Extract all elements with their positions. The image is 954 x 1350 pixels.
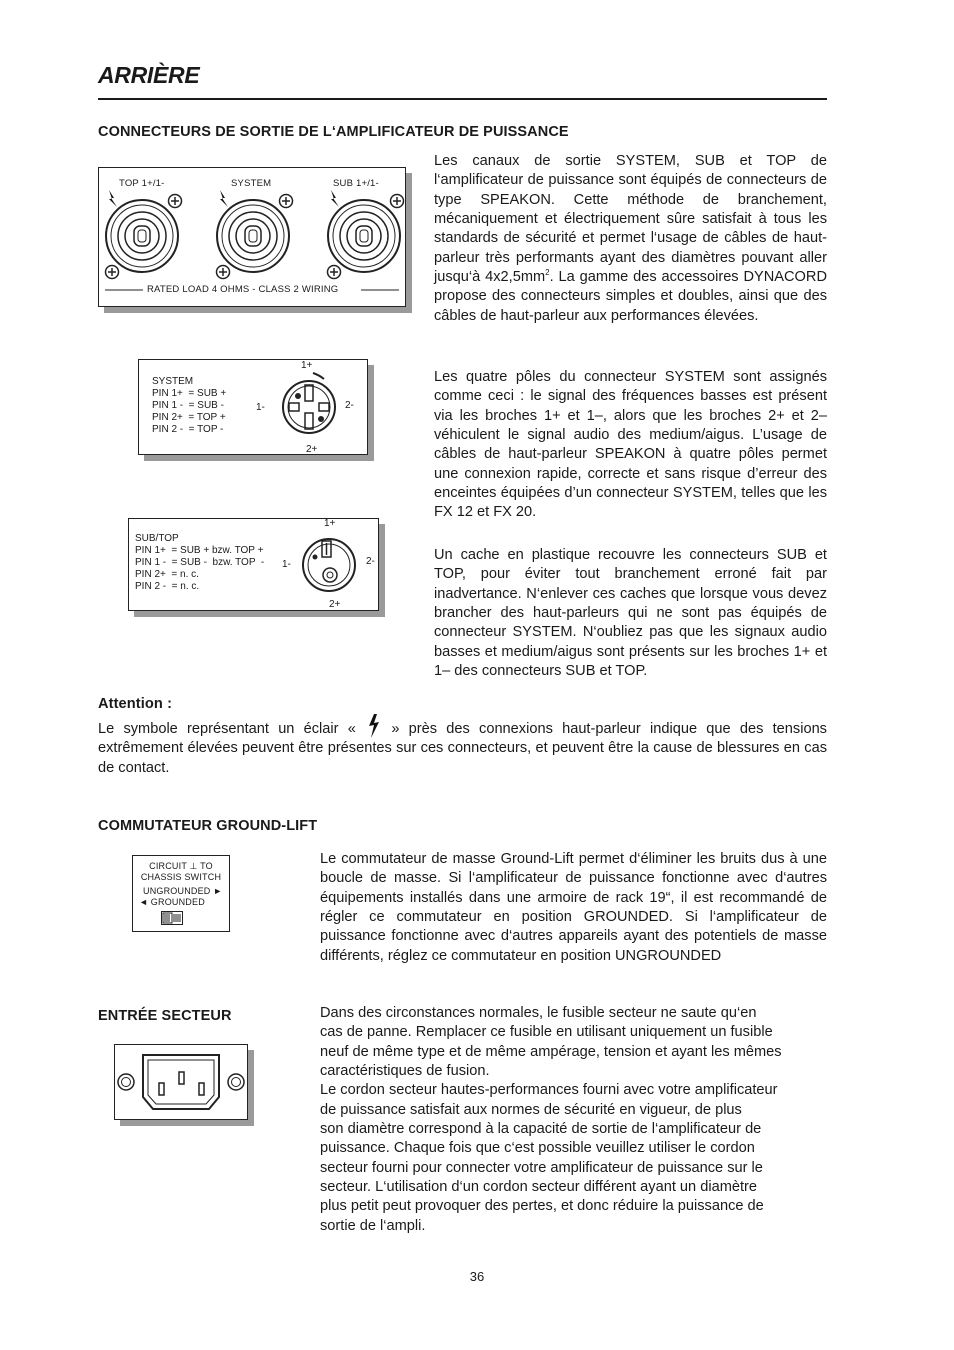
mains-heading: ENTRÉE SECTEUR [98,1008,232,1024]
subtop-diagram-title: SUB/TOP [135,533,179,544]
subtop-pin-1plus: PIN 1+ = SUB + bzw. TOP + [135,545,264,556]
lightning-bolt-icon [220,190,228,207]
connector-label-top: TOP 1+/1- [119,178,165,189]
attention-text-before: Le symbole représentant un éclair « [98,721,366,737]
iec-inlet-icon [115,1045,247,1119]
attention-heading: Attention : [98,696,173,712]
mains-inlet-panel [114,1044,248,1120]
subtop-pin-1minus: PIN 1 - = SUB - bzw. TOP - [135,557,265,568]
system-pole-top: 1+ [301,360,313,371]
system-pole-left: 1- [256,402,265,413]
subtop-pole-right: 2- [366,556,375,567]
system-pin-2minus: PIN 2 - = TOP - [152,424,224,435]
subtop-pole-bottom: 2+ [329,599,341,610]
connector-panel [98,167,406,307]
mains-line: son diamètre correspond à la capacité de sortie de l‘amplificateur de [320,1121,762,1138]
mains-line: secteur. L‘utilisation d‘un cordon secteur différent ayant un diamètre [320,1179,757,1196]
subtop-pin-diagram [128,518,379,611]
switch-label-grounded: ◄ GROUNDED [139,897,205,907]
mains-line: puissance. Chaque fois que c‘est possible veuillez utiliser le cordon [320,1140,755,1157]
speakon-connector-icon [106,190,182,279]
system-diagram-title: SYSTEM [152,376,194,387]
subtop-pin-2minus: PIN 2 - = n. c. [135,581,200,592]
lightning-bolt-icon [109,190,117,207]
outputs-paragraph-1 [434,152,827,326]
switch-label-line1: CIRCUIT ⊥ TO [149,861,213,871]
switch-label-line2: CHASSIS SWITCH [140,872,222,882]
mains-line: Dans des circonstances normales, le fusible secteur ne saute qu‘en [320,1005,757,1021]
mains-line: caractéristiques de fusion. [320,1063,490,1080]
mains-line: Le cordon secteur hautes-performances fourni avec votre amplificateur [320,1082,778,1099]
panel-caption: RATED LOAD 4 OHMS - CLASS 2 WIRING [147,284,339,295]
system-pin-1minus: PIN 1 - = SUB - [152,400,224,411]
speakon-connector-icon [328,190,404,279]
mains-line: cas de panne. Remplacer ce fusible en utilisant uniquement un fusible [320,1024,773,1041]
title-divider [98,98,827,100]
groundlift-switch-toggle[interactable] [161,911,183,925]
para1-main-text: Les canaux de sortie SYSTEM, SUB et TOP de l‘amplificateur de puissance sont équipés de connecteurs de type SPEAKON. Cette méthode de branchement, mécaniquement et électriquement sûre satisfait à tous les standards de sécurité et permet l‘usage de câbles de haut-parleur très performants ayant des diamètres pouvant aller jusqu‘à 4x2,5mm [434,153,827,286]
system-pole-right: 2- [345,400,354,411]
mains-line: de puissance satisfait aux normes de sécurité en vigueur, de plus [320,1101,742,1118]
mains-line: sortie de l‘ampli. [320,1217,426,1234]
switch-label-ungrounded: UNGROUNDED ► [143,886,223,896]
subtop-pole-top: 1+ [324,518,336,529]
mains-paragraph [320,1004,840,1236]
subtop-pole-left: 1- [282,559,291,570]
speakon-connector-icon [217,190,293,279]
outputs-paragraph-3: Un cache en plastique recouvre les connecteurs SUB et TOP, pour éviter tout branchement erroné fait par inadvertance. N‘enlever ces caches que lorsque vous devez brancher des haut-parleurs qui ne sont pas équipés de connecteur SYSTEM. N‘oubliez pas que les signaux audio basses et medium/aigus sont présents sur les broches 1+ et 1– des connecteurs SUB et TOP. [434,547,827,680]
para1-superscript: 2 [545,268,550,278]
mains-line: plus petit peut provoquer des pertes, et donc réduire la puissance de [320,1198,764,1215]
groundlift-switch-panel [132,855,230,932]
subtop-pin-2plus: PIN 2+ = n. c. [135,569,199,580]
lightning-bolt-icon [331,190,339,207]
mains-line: neuf de même type et de même ampérage, tension et ayant les mêmes [320,1043,782,1060]
attention-text-after: » près des connexions haut-parleur indique que des tensions extrêmement élevées peuvent être présentes sur ces connecteurs, et peuvent être la cause de blessures en cas de contact. [98,721,827,776]
para1-rest-text: . La gamme des accessoires DYNACORD propose des connecteurs simples et doubles, ainsi que des câbles de haut-parleur aux performances élevées. [434,269,827,324]
system-pin-1plus: PIN 1+ = SUB + [152,388,227,399]
page-number: 36 [469,1269,485,1284]
attention-text [98,714,827,778]
connector-label-sub: SUB 1+/1- [333,178,379,189]
mains-line: secteur fourni pour connecter votre amplificateur de puissance sur le [320,1159,763,1176]
connector-label-system: SYSTEM [231,178,272,189]
outputs-paragraph-2: Les quatre pôles du connecteur SYSTEM sont assignés comme ceci : le signal des fréquences basses est présent via les broches 1+ et 1–, alors que les broches 2+ et 2– véhiculent le signal audio des medium/aigus. L’usage de câbles de haut-parleur SPEAKON à quatre pôles permet une connexion rapide, correcte et sans risque d’erreur des enceintes équipées d’un connecteur SYSTEM, telles que les FX 12 et FX 20. [434,369,827,521]
groundlift-paragraph: Le commutateur de masse Ground-Lift permet d‘éliminer les bruits dus à une boucle de masse. Si l‘amplificateur de puissance fonctionne avec d‘autres équipements installés dans une armoire de rack 19“, il est recommandé de régler ce commutateur en position GROUNDED. Si l‘amplificateur de puissance fonctionne avec d‘autres appareils ayant des potentiels de masse différents, réglez ce commutateur en position UNGROUNDED [320,851,827,964]
outputs-heading: CONNECTEURS DE SORTIE DE L‘AMPLIFICATEUR DE PUISSANCE [98,124,569,140]
system-pole-bottom: 2+ [306,444,318,455]
system-pin-diagram [138,359,368,455]
page-title: ARRIÈRE [98,62,200,88]
system-pin-2plus: PIN 2+ = TOP + [152,412,226,423]
groundlift-heading: COMMUTATEUR GROUND-LIFT [98,818,318,834]
lightning-bolt-icon [366,714,381,738]
